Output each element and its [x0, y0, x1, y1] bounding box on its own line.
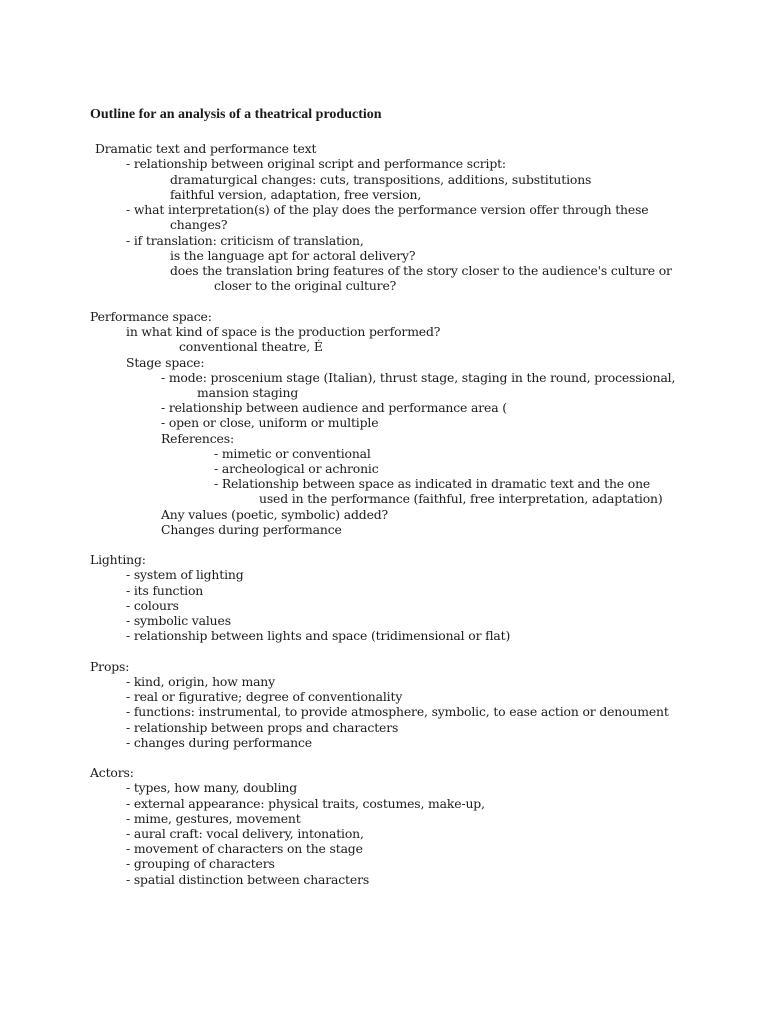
outline-line: - relationship between audience and performance area ( [161, 400, 507, 415]
outline-line: - changes during performance [126, 735, 312, 750]
outline-line: - relationship between lights and space (tridimensional or flat) [126, 628, 511, 643]
outline-line: - spatial distinction between characters [126, 872, 370, 887]
outline-line: mansion staging [197, 385, 299, 400]
outline-line: changes? [170, 217, 228, 232]
outline-line: - colours [126, 598, 179, 613]
outline-line: - functions: instrumental, to provide atmosphere, symbolic, to ease action or denoument [126, 704, 669, 719]
outline-line: Actors: [90, 765, 134, 780]
outline-line: Changes during performance [161, 522, 342, 537]
outline-line: dramaturgical changes: cuts, transpositions, additions, substitutions [170, 172, 592, 187]
outline-line: Any values (poetic, symbolic) added? [161, 507, 389, 522]
outline-line: - mime, gestures, movement [126, 811, 301, 826]
outline-line: - grouping of characters [126, 856, 275, 871]
outline-line: - symbolic values [126, 613, 231, 628]
outline-line: is the language apt for actoral delivery? [170, 248, 416, 263]
outline-line: Props: [90, 659, 130, 674]
outline-line: - Relationship between space as indicated in dramatic text and the one [214, 476, 651, 491]
outline-line: in what kind of space is the production performed? [126, 324, 441, 339]
outline-line: - system of lighting [126, 567, 244, 582]
outline-line: - types, how many, doubling [126, 780, 298, 795]
outline-line: - kind, origin, how many [126, 674, 275, 689]
outline-line: - its function [126, 583, 204, 598]
outline-line: - archeological or achronic [214, 461, 379, 476]
outline-line: - what interpretation(s) of the play does the performance version offer through these [126, 202, 649, 217]
outline-line: - if translation: criticism of translation, [126, 233, 364, 248]
outline-line: - mode: proscenium stage (Italian), thrust stage, staging in the round, processional, [161, 370, 676, 385]
outline-line: used in the performance (faithful, free interpretation, adaptation) [259, 491, 663, 506]
outline-line: References: [161, 431, 234, 446]
outline-line: - open or close, uniform or multiple [161, 415, 379, 430]
outline-line: Dramatic text and performance text [95, 141, 317, 156]
outline-line: Stage space: [126, 355, 205, 370]
outline-line: - relationship between props and characters [126, 720, 399, 735]
outline-line: - relationship between original script and performance script: [126, 156, 506, 171]
outline-line: does the translation bring features of the story closer to the audience's culture or [170, 263, 672, 278]
outline-line: - external appearance: physical traits, costumes, make-up, [126, 796, 485, 811]
outline-line: - movement of characters on the stage [126, 841, 363, 856]
outline-line: - mimetic or conventional [214, 446, 371, 461]
outline-line: faithful version, adaptation, free version, [170, 187, 422, 202]
document-title: Outline for an analysis of a theatrical production [90, 107, 382, 122]
outline-line: conventional theatre, É [179, 339, 323, 354]
outline-line: Lighting: [90, 552, 146, 567]
outline-line: - aural craft: vocal delivery, intonation, [126, 826, 364, 841]
outline-line: closer to the original culture? [214, 278, 397, 293]
outline-line: - real or figurative; degree of conventionality [126, 689, 403, 704]
outline-line: Performance space: [90, 309, 212, 324]
